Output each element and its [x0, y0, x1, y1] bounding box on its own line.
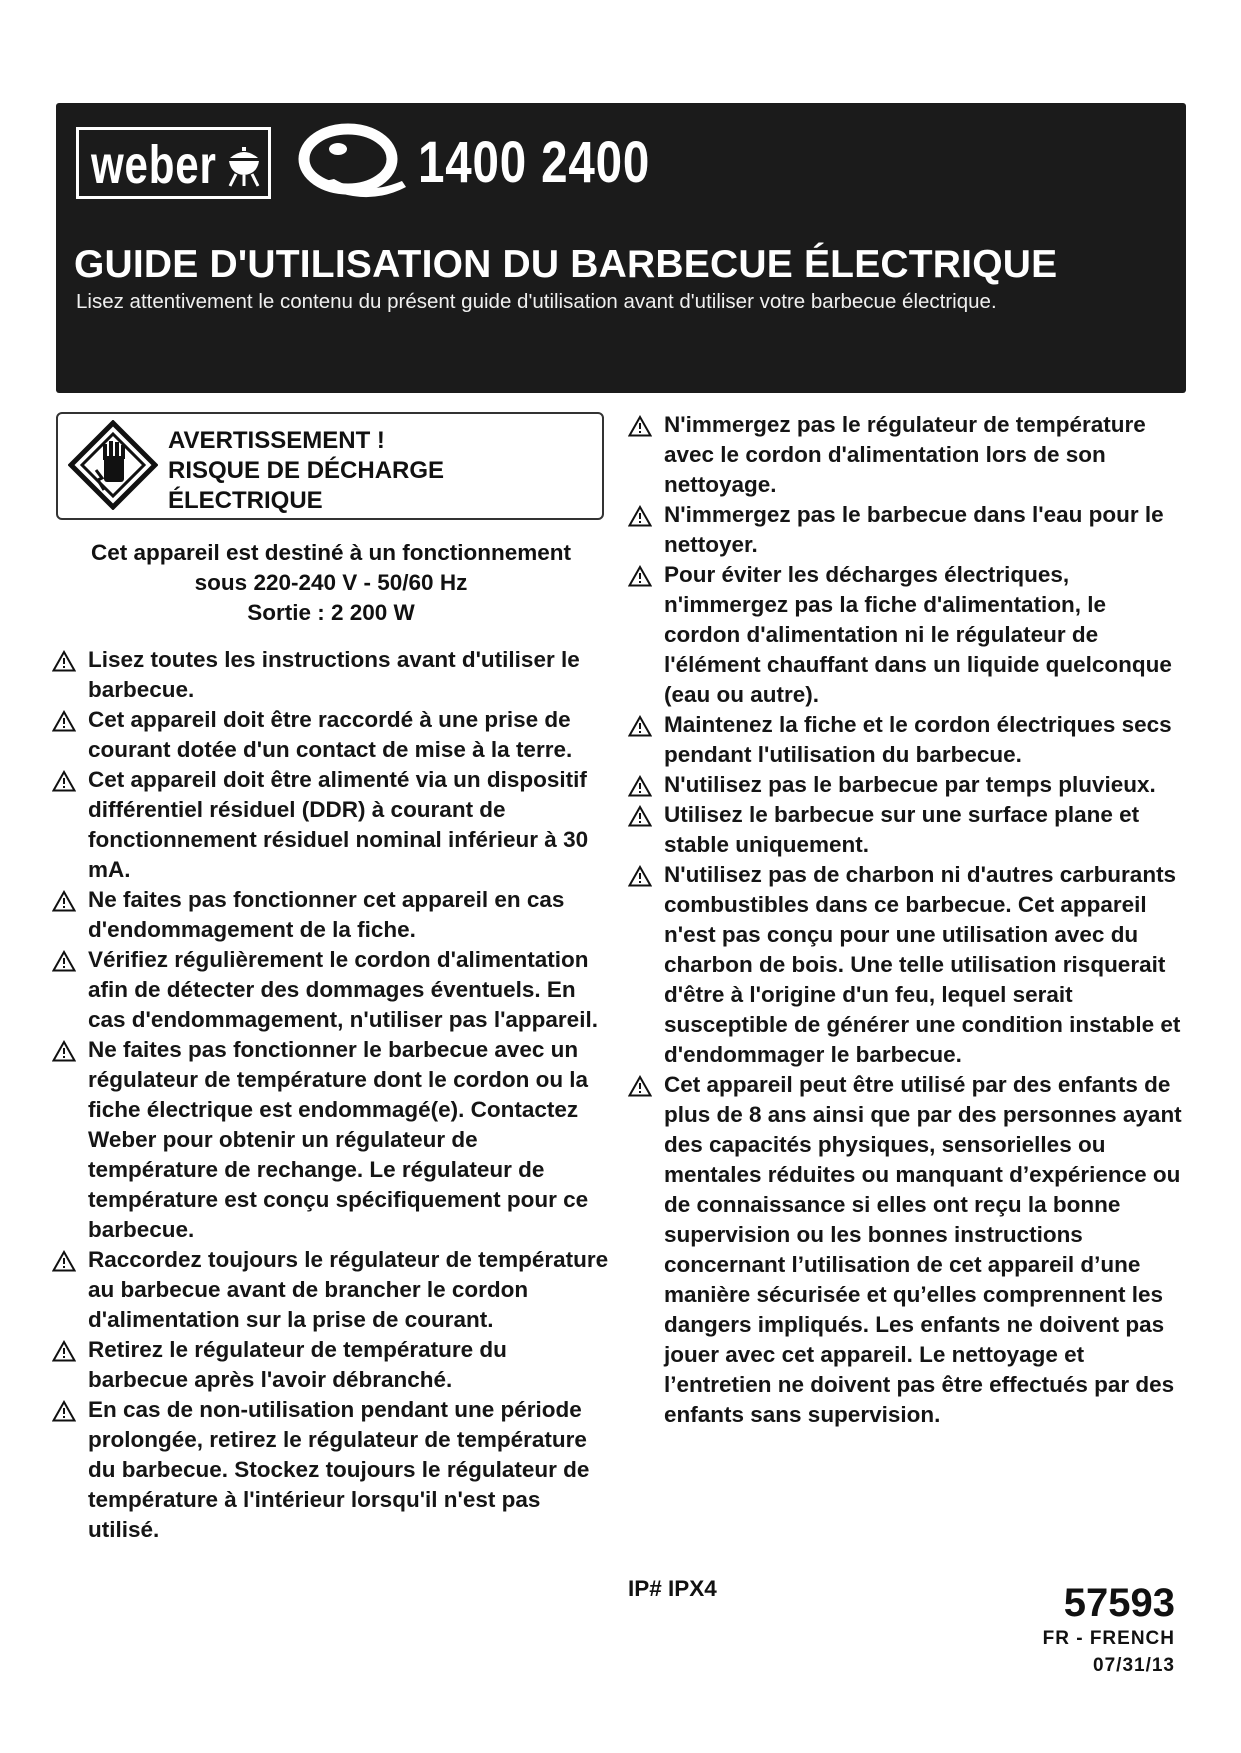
warning-triangle-icon: [52, 1400, 76, 1422]
spec-line: sous 220-240 V - 50/60 Hz: [194, 570, 468, 595]
warning-item-text: N'immergez pas le barbecue dans l'eau pour le nettoyer.: [664, 502, 1164, 557]
warning-item-text: N'utilisez pas le barbecue par temps pluvieux.: [664, 772, 1156, 797]
warning-item-text: Cet appareil doit être raccordé à une prise de courant dotée d'un contact de mise à la terre.: [88, 707, 573, 762]
warning-triangle-icon: [52, 770, 76, 792]
warning-item: [628, 500, 1188, 560]
warning-triangle-icon: [52, 1040, 76, 1062]
warning-triangle-icon: [52, 1250, 76, 1272]
warning-line: RISQUE DE DÉCHARGE: [168, 457, 445, 484]
warning-item: [52, 1035, 612, 1245]
warning-item-text: Utilisez le barbecue sur une surface plane et stable uniquement.: [664, 802, 1140, 857]
warning-item-text: Cet appareil doit être alimenté via un dispositif différentiel résiduel (DDR) à courant de fonctionnement résiduel nominal inférieur à 30 mA.: [88, 767, 589, 882]
warning-item: [628, 770, 1188, 800]
warning-item: [52, 945, 612, 1035]
warning-triangle-icon: [52, 710, 76, 732]
warning-item: [628, 800, 1188, 860]
warning-item-text: Maintenez la fiche et le cordon électriques secs pendant l'utilisation du barbecue.: [664, 712, 1172, 767]
warning-triangle-icon: [52, 890, 76, 912]
warning-triangle-icon: [52, 650, 76, 672]
page-subtitle: Lisez attentivement le contenu du présent guide d'utilisation avant d'utiliser votre barbecue électrique.: [76, 290, 997, 313]
warning-item: [52, 1245, 612, 1335]
warning-item: [52, 885, 612, 945]
kettle-grill-icon: [224, 144, 264, 188]
page-title: GUIDE D'UTILISATION DU BARBECUE ÉLECTRIQUE: [74, 243, 1058, 286]
warning-box: [56, 412, 604, 520]
warning-heading: AVERTISSEMENT !: [168, 427, 385, 454]
language-code: FR - FRENCH: [1042, 1628, 1175, 1649]
warning-item: [52, 1395, 612, 1545]
warning-item-text: Cet appareil peut être utilisé par des enfants de plus de 8 ans ainsi que par des personnes ayant des capacités physiques, sensorielles ou mentales réduites ou manquant d’expérience ou de connaissance si elles ont reçu la bonne supervision ou les bonnes instructions concernant l’utilisation de cet appareil d’une manière sécurisée et qu’elles comprennent les dangers impliqués. Les enfants ne doivent pas jouer avec cet appareil. Le nettoyage et l’entretien ne doivent pas être effectués par des enfants sans supervision.: [664, 1072, 1182, 1427]
warning-triangle-icon: [628, 415, 652, 437]
warning-item: [52, 705, 612, 765]
warning-triangle-icon: [628, 805, 652, 827]
ip-rating: IP# IPX4: [628, 1576, 717, 1601]
warning-item-text: N'immergez pas le régulateur de température avec le cordon d'alimentation lors de son nettoyage.: [664, 412, 1146, 497]
warning-item: [52, 1335, 612, 1395]
warning-item: [628, 710, 1188, 770]
warning-item: [628, 1070, 1188, 1430]
warning-item: [628, 410, 1188, 500]
left-warning-list: [52, 645, 612, 1545]
electric-shock-hazard-icon: [68, 420, 158, 510]
warning-item-text: Lisez toutes les instructions avant d'utiliser le barbecue.: [88, 647, 580, 702]
warning-item-text: Raccordez toujours le régulateur de température au barbecue avant de brancher le cordon d'alimentation sur la prise de courant.: [88, 1247, 609, 1332]
brand-name: weber: [91, 135, 217, 195]
warning-triangle-icon: [628, 715, 652, 737]
warning-item: [52, 645, 612, 705]
document-number: 57593: [1063, 1581, 1175, 1625]
warning-line: ÉLECTRIQUE: [168, 487, 323, 514]
warning-triangle-icon: [52, 950, 76, 972]
warning-triangle-icon: [628, 1075, 652, 1097]
header-banner: [56, 103, 1186, 393]
q-logo-icon: [294, 121, 410, 207]
warning-triangle-icon: [628, 565, 652, 587]
warning-item-text: Pour éviter les décharges électriques, n'immergez pas la fiche d'alimentation, le cordon d'alimentation ni le régulateur de l'élément chauffant dans un liquide quelconque (eau ou autre).: [664, 562, 1172, 707]
warning-item-text: En cas de non-utilisation pendant une période prolongée, retirez le régulateur de température du barbecue. Stockez toujours le régulateur de température à l'intérieur lorsqu'il n'est pas utilisé.: [88, 1397, 590, 1542]
spec-line: Sortie : 2 200 W: [247, 600, 415, 625]
spec-line: Cet appareil est destiné à un fonctionnement: [90, 540, 572, 565]
warning-item-text: Ne faites pas fonctionner le barbecue avec un régulateur de température dont le cordon ou la fiche électrique est endommagé(e). Contactez Weber pour obtenir un régulateur de température de rechange. Le régulateur de température est conçu spécifiquement pour ce barbecue.: [88, 1037, 589, 1242]
warning-triangle-icon: [628, 505, 652, 527]
warning-triangle-icon: [628, 865, 652, 887]
warning-item-text: Ne faites pas fonctionner cet appareil en cas d'endommagement de la fiche.: [88, 887, 565, 942]
warning-item-text: Retirez le régulateur de température du barbecue après l'avoir débranché.: [88, 1337, 507, 1392]
weber-logo: [76, 127, 271, 199]
electrical-spec: [56, 538, 606, 628]
document-date: 07/31/13: [1093, 1655, 1175, 1676]
warning-item-text: N'utilisez pas de charbon ni d'autres carburants combustibles dans ce barbecue. Cet appareil n'est pas conçu pour une utilisation avec du charbon de bois. Une telle utilisation risquerait d'être à l'origine d'un feu, lequel serait susceptible de générer une condition instable et d'endommager le barbecue.: [664, 862, 1181, 1067]
warning-item: [628, 860, 1188, 1070]
model-numbers: 1400 2400: [418, 130, 651, 195]
warning-item: [52, 765, 612, 885]
warning-triangle-icon: [628, 775, 652, 797]
warning-item: [628, 560, 1188, 710]
warning-item-text: Vérifiez régulièrement le cordon d'alimentation afin de détecter des dommages éventuels. En cas d'endommagement, n'utiliser pas l'appareil.: [88, 947, 598, 1032]
right-warning-list: [628, 410, 1188, 1430]
warning-triangle-icon: [52, 1340, 76, 1362]
